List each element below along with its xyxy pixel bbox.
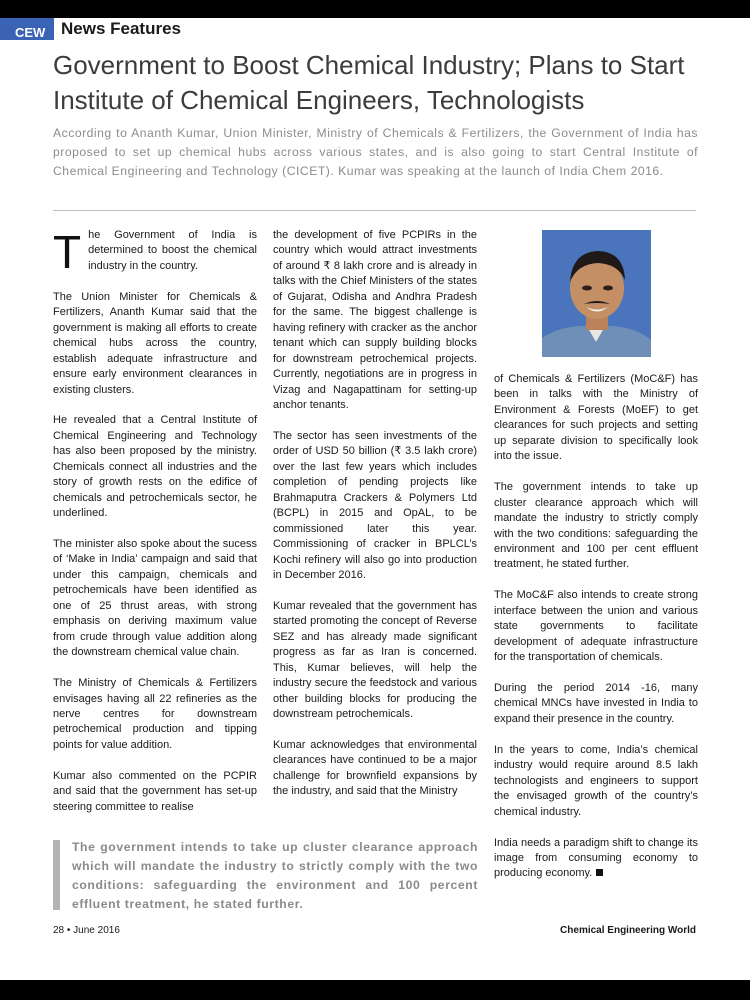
paragraph: He revealed that a Central Institute of Chemical Engineering and Technology has also been proposed by the ministry. Chemicals connect all industries and the story of growth rests on the edifice of chemicals and petrochemicals sector, he underlined. (53, 414, 257, 520)
drop-cap: T (53, 226, 82, 278)
paragraph: The government intends to take up cluster clearance approach which will mandate the industry to strictly comply with the two conditions: safeguarding the environment and 100 per cent effluent treatment, he stated further. (494, 481, 698, 571)
pull-quote-bar (53, 840, 60, 910)
article-title: Government to Boost Chemical Industry; Plans to Start Institute of Chemical Engineers, Technologists (53, 50, 685, 115)
article-column-1 (53, 228, 257, 831)
pull-quote-text: The government intends to take up cluster clearance approach which will mandate the industry to strictly comply with the two conditions: safeguarding the environment and 100 percent effluent treatment, he stated further. (72, 840, 478, 911)
paragraph (53, 226, 257, 278)
article-column-2 (273, 228, 477, 815)
portrait-illustration (542, 230, 651, 357)
minister-portrait-photo (542, 230, 651, 357)
end-mark-icon (596, 869, 603, 876)
paragraph-text: he Government of India is determined to boost the chemical industry in the country. (88, 229, 257, 272)
magazine-tag: CEW (0, 18, 54, 40)
paragraph: of Chemicals & Fertilizers (MoC&F) has been in talks with the Ministry of Environment & Forests (MoEF) to get clearances for such projects and setting up separate division to specifically look into the issue. (494, 373, 698, 463)
pull-quote (53, 838, 479, 916)
paragraph: The sector has seen investments of the order of USD 50 billion (₹ 3.5 lakh crore) over the last few years which includes completion of pending projects like Brahmaputra Crackers & Polymers Ltd (BCPL) in 2015 and OpAL, to be commissioned later this year. Commissioning of cracker in BPLCL’s Kochi refinery will also go into production in December 2016. (273, 429, 477, 581)
article-column-3 (494, 372, 698, 897)
paragraph: The minister also spoke about the sucess of ‘Make in India’ campaign and said that under this campaign, chemicals and petrochemicals have been identified as one of 25 thrust areas, with strong emphasis on deriving maximum value from crude through value addition along the downstream chemical value chain. (53, 538, 257, 659)
article-standfirst: According to Ananth Kumar, Union Minister, Ministry of Chemicals & Fertilizers, the Government of India has proposed to set up chemical hubs across various states, and is also going to start Central Institute of Chemical Engineering and Technology (CICET). Kumar was speaking at the launch of India Chem 2016. (53, 126, 698, 178)
page-number: 28 • June 2016 (53, 925, 120, 936)
paragraph: In the years to come, India’s chemical industry would require around 8.5 lakh technologists and engineers to support the envisaged growth of the country’s chemical industry. (494, 743, 698, 818)
paragraph: Kumar revealed that the government has started promoting the concept of Reverse SEZ and has already made significant progress as far as Iran is concerned. This, Kumar believes, will help the industry secure the feedstock and various other building blocks for producing the downstream petrochemicals. (273, 599, 477, 721)
divider-rule (53, 210, 696, 211)
paragraph (494, 836, 698, 882)
paragraph: During the period 2014 -16, many chemical MNCs have invested in India to expand their presence in the country. (494, 682, 698, 725)
paragraph: The Ministry of Chemicals & Fertilizers envisages having all 22 refineries as the nerve centres for downstream petrochemical production and tipping points for value addition. (53, 677, 257, 751)
paragraph: the development of five PCPIRs in the country which would attract investments of around ₹ 8 lakh crore and is already in talks with the Chief Ministers of the states of Gujarat, Odisha and Andhra Pradesh for the same. The biggest challenge is having refinery with cracker as the anchor tenant which can supply building blocks for downstream petrochemical projects. Currently, negotiations are in progress in Vizag and Nagapattinam for setting-up anchor tenants. (273, 229, 477, 411)
paragraph: The Union Minister for Chemicals & Fertilizers, Ananth Kumar said that the government is making all efforts to create chemical hubs across the country, establish adequate infrastructure and ensure early environment clearances in existing clusters. (53, 290, 257, 396)
section-heading: News Features (61, 19, 181, 38)
paragraph: Kumar acknowledges that environmental clearances have continued to be a major challenge for brownfield expansions by the industry, and said that the Ministry (273, 738, 477, 798)
paragraph-text: India needs a paradigm shift to change its image from consuming economy to producing economy. (494, 836, 698, 880)
paragraph: Kumar also commented on the PCPIR and said that the government has set-up steering committee to realise (53, 769, 257, 813)
paragraph: The MoC&F also intends to create strong interface between the union and various state governments to facilitate development of adequate infrastructure for the transportation of chemicals. (494, 589, 698, 664)
publication-name: Chemical Engineering World (560, 925, 696, 936)
